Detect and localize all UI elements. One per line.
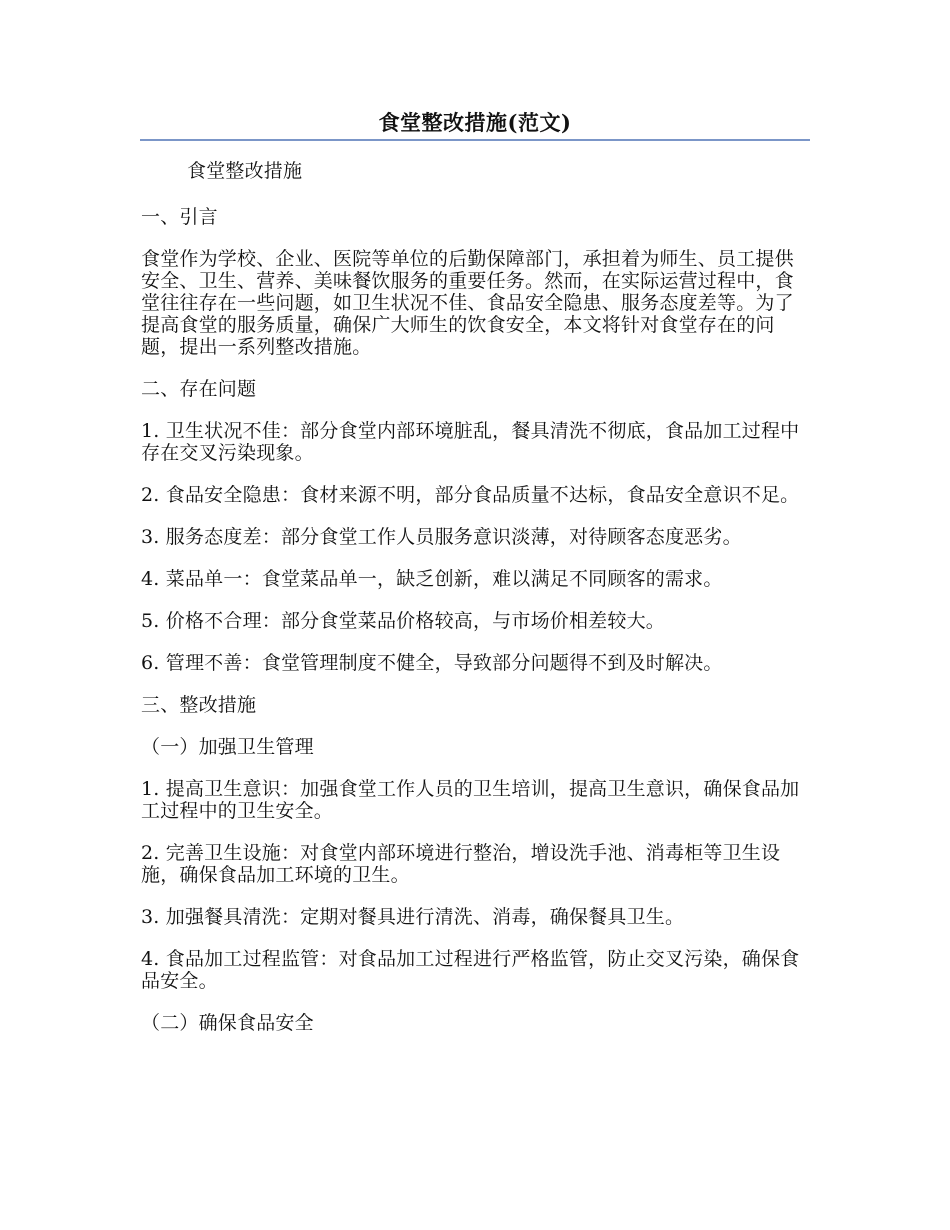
measure-item: 2. 完善卫生设施：对食堂内部环境进行整治，增设洗手池、消毒柜等卫生设施，确保食品加工环境的卫生。	[141, 842, 781, 886]
measure-item: 1. 提高卫生意识：加强食堂工作人员的卫生培训，提高卫生意识，确保食品加工过程中的卫生安全。	[141, 778, 800, 822]
section-heading-problems: 二、存在问题	[141, 378, 257, 400]
section-heading-intro: 一、引言	[141, 206, 218, 228]
problem-item: 5. 价格不合理：部分食堂菜品价格较高，与市场价相差较大。	[141, 610, 665, 632]
subsection-heading-hygiene: （一）加强卫生管理	[141, 736, 314, 758]
problem-item: 4. 菜品单一：食堂菜品单一，缺乏创新，难以满足不同顾客的需求。	[141, 568, 723, 590]
problem-item: 6. 管理不善：食堂管理制度不健全，导致部分问题得不到及时解决。	[141, 652, 723, 674]
document-subtitle: 食堂整改措施	[187, 160, 303, 182]
measure-item: 4. 食品加工过程监管：对食品加工过程进行严格监管，防止交叉污染，确保食品安全。	[141, 948, 800, 992]
problem-item: 1. 卫生状况不佳：部分食堂内部环境脏乱，餐具清洗不彻底，食品加工过程中存在交叉污染现象。	[141, 420, 800, 464]
document-title: 食堂整改措施(范文)	[378, 110, 572, 135]
document-body	[141, 160, 809, 1054]
intro-paragraph: 食堂作为学校、企业、医院等单位的后勤保障部门，承担着为师生、员工提供安全、卫生、营养、美味餐饮服务的重要任务。然而，在实际运营过程中，食堂往往存在一些问题，如卫生状况不佳、食品安全隐患、服务态度差等。为了提高食堂的服务质量，确保广大师生的饮食安全，本文将针对食堂存在的问题，提出一系列整改措施。	[141, 248, 794, 358]
problem-item: 3. 服务态度差：部分食堂工作人员服务意识淡薄，对待顾客态度恶劣。	[141, 526, 742, 548]
section-heading-measures: 三、整改措施	[141, 694, 257, 716]
problem-item: 2. 食品安全隐患：食材来源不明，部分食品质量不达标，食品安全意识不足。	[141, 484, 800, 506]
subsection-heading-food-safety: （二）确保食品安全	[141, 1012, 314, 1034]
measure-item: 3. 加强餐具清洗：定期对餐具进行清洗、消毒，确保餐具卫生。	[141, 906, 685, 928]
title-divider	[140, 139, 810, 141]
